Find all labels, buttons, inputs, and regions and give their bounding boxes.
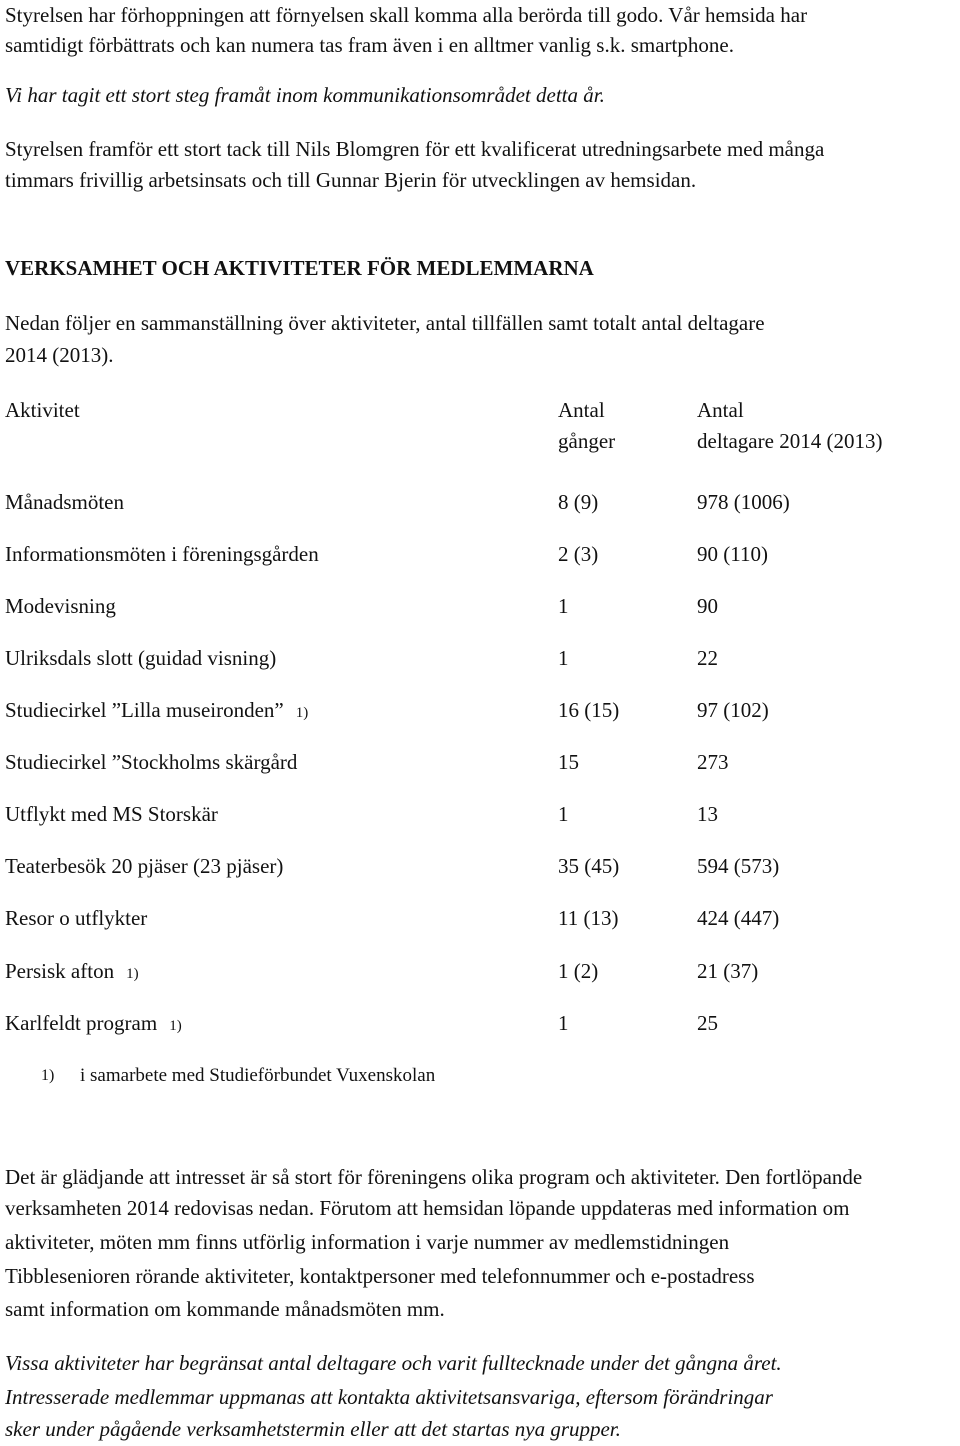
activity-participants: 424 (447) <box>697 906 780 930</box>
activity-name: Studiecirkel ”Stockholms skärgård <box>5 750 298 774</box>
activity-name: Informationsmöten i föreningsgården <box>5 542 319 566</box>
intro-text-line: timmars frivillig arbetsinsats och till Gunnar Bjerin för utvecklingen av hemsidan. <box>5 168 697 192</box>
activity-name: Utflykt med MS Storskär <box>5 802 218 826</box>
closing-text-line: aktiviteter, möten mm finns utförlig information i varje nummer av medlemstidningen <box>5 1230 730 1254</box>
table-row <box>5 1009 960 1037</box>
activity-name: Månadsmöten <box>5 490 124 514</box>
footnote-reference: 1) <box>169 1018 182 1034</box>
table-row <box>5 592 960 620</box>
activity-name: Resor o utflykter <box>5 906 148 930</box>
table-row <box>5 644 960 672</box>
intro-text-line: Styrelsen har förhoppningen att förnyelsen skall komma alla berörda till godo. Vår hemsida har <box>5 3 808 27</box>
activity-participants: 90 (110) <box>697 542 768 566</box>
activity-count: 2 (3) <box>558 542 599 566</box>
table-footnote <box>5 1062 960 1090</box>
activity-name: Studiecirkel ”Lilla museironden” 1) <box>5 698 309 722</box>
table-row <box>5 904 960 932</box>
table-header-row <box>5 396 960 424</box>
activity-participants: 13 <box>697 802 718 826</box>
activity-name: Teaterbesök 20 pjäser (23 pjäser) <box>5 854 284 878</box>
intro-text-line: Styrelsen framför ett stort tack till Nils Blomgren för ett kvalificerat utredningsarbete med många <box>5 137 825 161</box>
table-row <box>5 540 960 568</box>
header-participants: Antal <box>697 398 744 422</box>
closing-text-line: Det är glädjande att intresset är så stort för föreningens olika program och aktiviteter. Den fortlöpande <box>5 1165 863 1189</box>
activity-count: 8 (9) <box>558 490 599 514</box>
activity-name: Karlfeldt program 1) <box>5 1011 182 1035</box>
footnote-text: i samarbete med Studieförbundet Vuxenskolan <box>80 1065 436 1086</box>
activity-count: 16 (15) <box>558 698 620 722</box>
header-participants-sub: deltagare 2014 (2013) <box>697 429 883 453</box>
activity-count: 15 <box>558 750 579 774</box>
activity-count: 1 (2) <box>558 959 599 983</box>
header-count-sub: gånger <box>558 429 616 453</box>
activity-participants: 97 (102) <box>697 698 769 722</box>
activity-participants: 21 (37) <box>697 959 759 983</box>
activity-participants: 978 (1006) <box>697 490 790 514</box>
closing-italic-line: Intresserade medlemmar uppmanas att kontakta aktivitetsansvariga, eftersom förändringar <box>5 1385 773 1409</box>
intro-text-line: samtidigt förbättrats och kan numera tas fram även i en alltmer vanlig s.k. smartphone. <box>5 33 734 57</box>
section-description-line: Nedan följer en sammanställning över aktiviteter, antal tillfällen samt totalt antal deltagare <box>5 311 765 335</box>
table-row <box>5 488 960 516</box>
footnote-mark: 1) <box>41 1067 55 1084</box>
header-count: Antal <box>558 398 605 422</box>
table-row <box>5 852 960 880</box>
table-row <box>5 748 960 776</box>
closing-italic-line: Vissa aktiviteter har begränsat antal deltagare och varit fulltecknade under det gångna året. <box>5 1351 782 1375</box>
table-row <box>5 957 960 985</box>
section-description-line: 2014 (2013). <box>5 343 114 367</box>
activity-participants: 594 (573) <box>697 854 780 878</box>
activity-name: Persisk afton 1) <box>5 959 139 983</box>
closing-text-line: samt information om kommande månadsmöten mm. <box>5 1297 445 1321</box>
closing-text-line: verksamheten 2014 redovisas nedan. Förutom att hemsidan löpande uppdateras med information om <box>5 1196 850 1220</box>
table-header-row-2 <box>5 427 960 455</box>
footnote-reference: 1) <box>295 705 309 721</box>
activity-count: 1 <box>558 802 569 826</box>
table-row <box>5 696 960 724</box>
activity-participants: 273 <box>697 750 729 774</box>
activity-count: 35 (45) <box>558 854 620 878</box>
closing-text-line: Tibblesenioren rörande aktiviteter, kontaktpersoner med telefonnummer och e-postadress <box>5 1264 755 1288</box>
table-row <box>5 800 960 828</box>
footnote-reference: 1) <box>126 966 139 982</box>
closing-italic-line: sker under pågående verksamhetstermin eller att det startas nya grupper. <box>5 1417 621 1441</box>
activity-participants: 22 <box>697 646 718 670</box>
activity-count: 1 <box>558 646 569 670</box>
activity-count: 1 <box>558 1011 569 1035</box>
section-heading: VERKSAMHET OCH AKTIVITETER FÖR MEDLEMMARNA <box>5 256 594 280</box>
activity-name: Ulriksdals slott (guidad visning) <box>5 646 277 670</box>
header-activity: Aktivitet <box>5 398 80 422</box>
intro-italic-line: Vi har tagit ett stort steg framåt inom kommunikationsområdet detta år. <box>5 83 605 107</box>
activity-participants: 90 <box>697 594 718 618</box>
activity-name: Modevisning <box>5 594 116 618</box>
activity-participants: 25 <box>697 1011 718 1035</box>
activity-count: 11 (13) <box>558 906 619 930</box>
activity-count: 1 <box>558 594 569 618</box>
